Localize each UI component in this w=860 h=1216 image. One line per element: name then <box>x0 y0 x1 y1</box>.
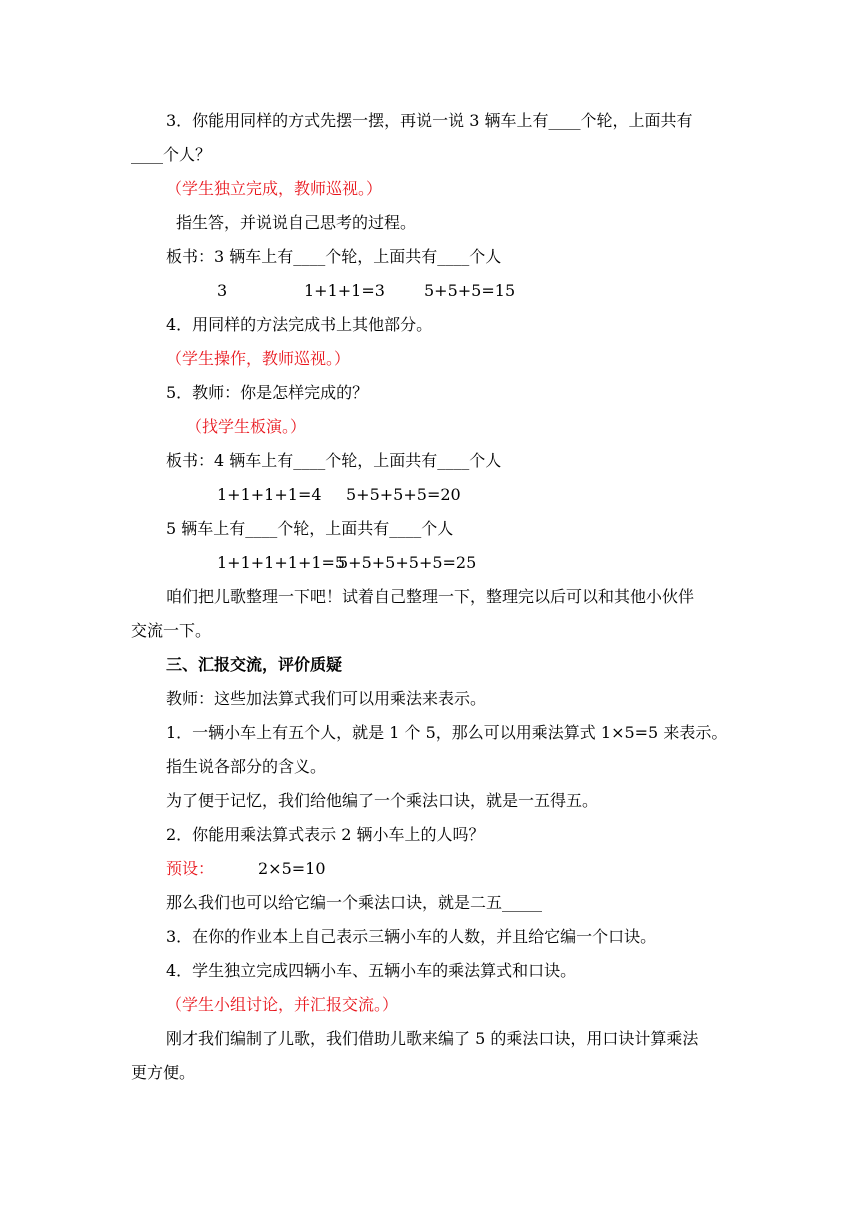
summary-paragraph: 刚才我们编制了儿歌，我们借助儿歌来编了 5 的乘法口诀，用口诀计算乘法 <box>166 1029 699 1048</box>
board-5-wheels: 1+1+1+1+1=5 <box>217 553 346 572</box>
meaning-instruction: 指生说各部分的含义。 <box>166 757 327 776</box>
item-4: 4．用同样的方法完成书上其他部分。 <box>166 315 433 334</box>
preset-label: 预设： <box>166 859 215 878</box>
mnemonic-two-five: 那么我们也可以给它编一个乘法口诀，就是二五_____ <box>166 893 543 912</box>
board-5-cars: 5 辆车上有____个轮，上面共有____个人 <box>166 519 454 538</box>
mult-item-3: 3．在你的作业本上自己表示三辆小车的人数，并且给它编一个口诀。 <box>166 927 657 946</box>
song-paragraph-cont: 交流一下。 <box>131 621 212 640</box>
note-board: （找学生板演。） <box>186 417 307 436</box>
mult-item-2: 2．你能用乘法算式表示 2 辆小车上的人吗？ <box>166 825 485 844</box>
item-3-question-cont: ____个人？ <box>131 145 212 164</box>
board-3-cars: 板书：3 辆车上有____个轮，上面共有____个人 <box>166 247 502 266</box>
item-3-question: 3．你能用同样的方式先摆一摆，再说一说 3 辆车上有____个轮，上面共有 <box>166 111 693 130</box>
note-operation: （学生操作，教师巡视。） <box>166 349 351 368</box>
board-4-cars: 板书：4 辆车上有____个轮，上面共有____个人 <box>166 451 502 470</box>
mult-item-1: 1．一辆小车上有五个人，就是 1 个 5，那么可以用乘法算式 1×5=5 来表示。 <box>166 723 728 742</box>
mult-item-4: 4．学生独立完成四辆小车、五辆小车的乘法算式和口诀。 <box>166 961 577 980</box>
song-paragraph: 咱们把儿歌整理一下吧！试着自己整理一下，整理完以后可以和其他小伙伴 <box>166 587 695 606</box>
section-heading: 三、汇报交流，评价质疑 <box>166 655 343 674</box>
mnemonic-intro: 为了便于记忆，我们给他编了一个乘法口诀，就是一五得五。 <box>166 791 599 810</box>
preset-equation: 2×5=10 <box>258 859 326 878</box>
board-3-count: 3 <box>217 281 228 300</box>
item-5: 5．教师：你是怎样完成的？ <box>166 383 369 402</box>
note-independent: （学生独立完成，教师巡视。） <box>166 179 383 198</box>
board-4-wheels: 1+1+1+1=4 <box>217 485 322 504</box>
board-3-people: 5+5+5=15 <box>424 281 516 300</box>
board-3-wheels: 1+1+1=3 <box>304 281 385 300</box>
teacher-intro: 教师：这些加法算式我们可以用乘法来表示。 <box>166 689 487 708</box>
board-4-people: 5+5+5+5=20 <box>346 485 461 504</box>
summary-paragraph-cont: 更方便。 <box>131 1063 196 1082</box>
answer-instruction: 指生答，并说说自己思考的过程。 <box>176 213 417 232</box>
note-group-discussion: （学生小组讨论，并汇报交流。） <box>166 995 399 1014</box>
board-5-people: 5+5+5+5+5=25 <box>338 553 477 572</box>
